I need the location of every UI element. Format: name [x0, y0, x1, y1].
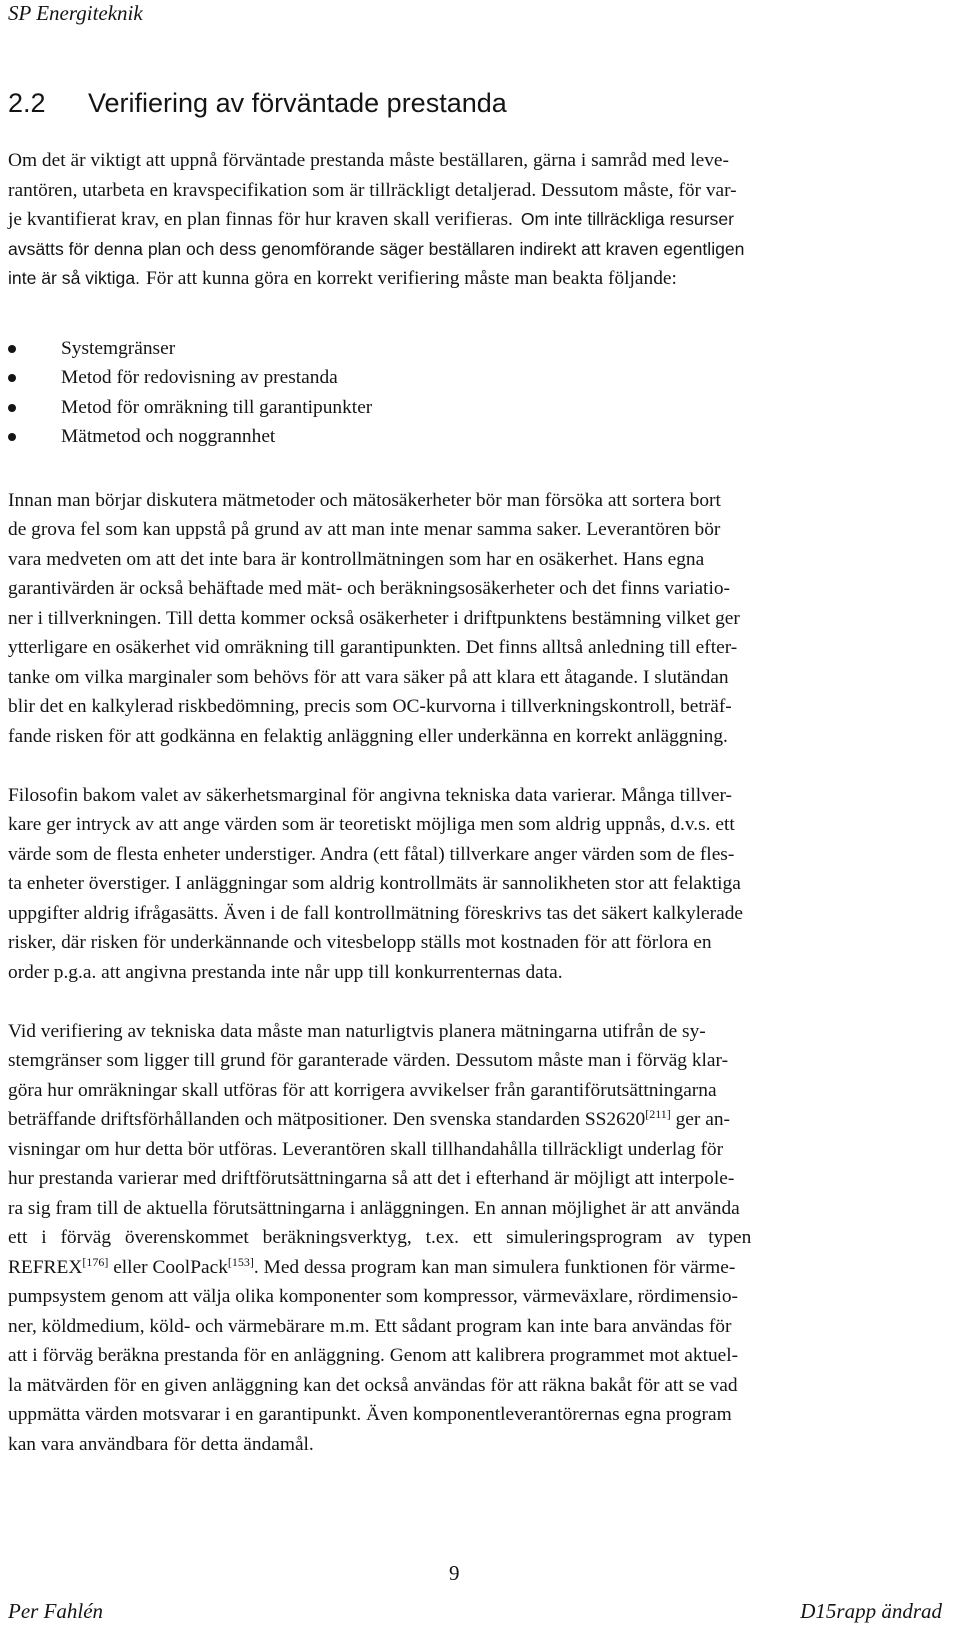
citation-ref: [153] [227, 1254, 254, 1269]
text-line: order p.g.a. att angivna prestanda inte når upp till konkurrenternas data. [8, 961, 563, 983]
text-line [8, 264, 958, 294]
text-line: Om det är viktigt att uppnå förväntade prestanda måste beställaren, gärna i samråd med leve- [8, 150, 729, 171]
section-number: 2.2 [8, 88, 46, 118]
text-line: uppgifter aldrig ifrågasätts. Även i de fall kontrollmätning föreskrivs tas det säkert kalkylerade [8, 902, 743, 924]
citation-ref: [211] [645, 1107, 671, 1122]
text-line: hur prestanda varierar med driftförutsättningarna så att det i efterhand är möjligt att interpole- [8, 1168, 735, 1190]
text-line: Filosofin bakom valet av säkerhetsmarginal för angivna tekniska data varierar. Många tillver- [8, 784, 733, 806]
text-line: avsätts för denna plan och dess genomförande säger beställaren indirekt att kraven egentligen [8, 238, 745, 259]
text-line: fande risken för att godkänna en felaktig anläggning eller underkänna en korrekt anläggning. [8, 725, 728, 747]
text-segment: För att kunna göra en korrekt verifiering måste man beakta följande: [146, 268, 677, 290]
text-segment: REFREX[176] eller CoolPack[153]. Med dessa program kan man simulera funktionen för värme- [8, 1254, 736, 1278]
section-title: Verifiering av förväntade prestanda [88, 88, 507, 118]
list-item [8, 363, 958, 393]
text-line: kan vara användbara för detta ändamål. [8, 1433, 314, 1455]
text-line: värde som de flesta enheter understiger. Andra (ett fåtal) tillverkare anger värden som de fles- [8, 843, 735, 865]
header-brand: SP Energiteknik [8, 1, 143, 25]
paragraph-philosophy [8, 781, 958, 988]
text-line: Innan man börjar diskutera mätmetoder och mätosäkerheter bör man försöka att sortera bort [8, 489, 721, 511]
bullet-list [8, 334, 958, 452]
section-heading [8, 86, 507, 120]
text-line: ner i tillverkningen. Till detta kommer också osäkerheter i driftpunktens bestämning vilket ger [8, 607, 740, 629]
paragraph-intro [8, 146, 958, 294]
text-line: ytterligare en osäkerhet vid omräkning till garantipunkten. Det finns alltså anledning till efter- [8, 637, 738, 659]
text-line: uppmätta värden motsvarar i en garantipunkt. Även komponentleverantörernas egna program [8, 1404, 732, 1426]
text-line: att i förväg beräkna prestanda för en anläggning. Genom att kalibrera programmet mot aktuel- [8, 1345, 739, 1367]
bullet-icon [8, 374, 16, 382]
text-line: garantivärden är också behäftade med mät- och beräkningsosäkerheter och det finns variatio- [8, 578, 730, 600]
list-item [8, 334, 958, 364]
text-line: ta enheter överstiger. I anläggningar som aldrig kontrollmäts är sannolikheten stor att felaktiga [8, 873, 741, 895]
text-line: pumpsystem genom att välja olika komponenter som kompressor, värmeväxlare, rördimensio- [8, 1286, 738, 1308]
citation-ref: [176] [82, 1254, 109, 1269]
text-line: blir det en kalkylerad riskbedömning, precis som OC-kurvorna i tillverkningskontroll, beträf- [8, 696, 732, 718]
text-line: göra hur omräkningar skall utföras för att korrigera avvikelser från garantiförutsättningarna [8, 1079, 717, 1101]
text-line: la mätvärden för en given anläggning kan det också användas för att räkna bakåt för att se vad [8, 1374, 738, 1396]
footer-author: Per Fahlén [8, 1599, 104, 1623]
text-line [8, 1105, 958, 1135]
bullet-icon [8, 433, 16, 441]
paragraph-verification [8, 1017, 958, 1460]
text-segment: je kvantifierat krav, en plan finnas för hur kraven skall verifieras. [8, 209, 513, 230]
text-line: stemgränser som ligger till grund för garanterade värden. Dessutom måste man i förväg klar- [8, 1050, 729, 1072]
text-line: ra sig fram till de aktuella förutsättningarna i anläggningen. En annan möjlighet är att använda [8, 1197, 740, 1219]
list-item-label: Metod för omräkning till garantipunkter [61, 396, 373, 418]
text-line: ett i förväg överenskommet beräkningsverktyg, t.ex. ett simuleringsprogram av typen [8, 1227, 752, 1249]
paragraph-uncertainty [8, 486, 958, 752]
bullet-icon [8, 404, 16, 412]
text-segment: inte är så viktiga. [8, 268, 141, 289]
text-line: ner, köldmedium, köld- och värmebärare m.m. Ett sådant program kan inte bara användas för [8, 1315, 732, 1337]
text-line [8, 1253, 958, 1283]
bullet-icon [8, 345, 16, 353]
text-line: rantören, utarbeta en kravspecifikation som är tillräckligt detaljerad. Dessutom måste, för var- [8, 179, 737, 201]
list-item-label: Metod för redovisning av prestanda [61, 367, 338, 389]
text-line: Vid verifiering av tekniska data måste man naturligtvis planera mätningarna utifrån de sy- [8, 1020, 706, 1042]
text-line: tanke om vilka marginaler som behövs för att vara säker på att klara ett åtagande. I slutändan [8, 666, 729, 688]
text-line: kare ger intryck av att ange värden som är teoretiskt möjliga men som aldrig uppnås, d.v.s. ett [8, 814, 735, 836]
list-item-label: Systemgränser [61, 337, 176, 359]
list-item [8, 393, 958, 423]
page-number: 9 [449, 1561, 460, 1585]
text-line [8, 205, 958, 235]
text-line: risker, där risken för underkännande och vitesbelopp ställs mot kostnaden för att förlora en [8, 932, 712, 954]
text-line: visningar om hur detta bör utföras. Leverantören skall tillhandahålla tillräckligt underlag för [8, 1138, 724, 1160]
text-segment: Om inte tillräckliga resurser [520, 209, 734, 229]
text-line: vara medveten om att det inte bara är kontrollmätningen som har en osäkerhet. Hans egna [8, 548, 705, 570]
list-item-label: Mätmetod och noggrannhet [61, 426, 276, 448]
document-body [8, 146, 958, 1459]
text-segment: beträffande driftsförhållanden och mätpositioner. Den svenska standarden SS2620[211] ger an- [8, 1107, 730, 1131]
text-line: de grova fel som kan uppstå på grund av att man inte menar samma saker. Leverantören bör [8, 519, 721, 541]
list-item [8, 422, 958, 452]
footer-document-id: D15rapp ändrad [800, 1599, 942, 1623]
